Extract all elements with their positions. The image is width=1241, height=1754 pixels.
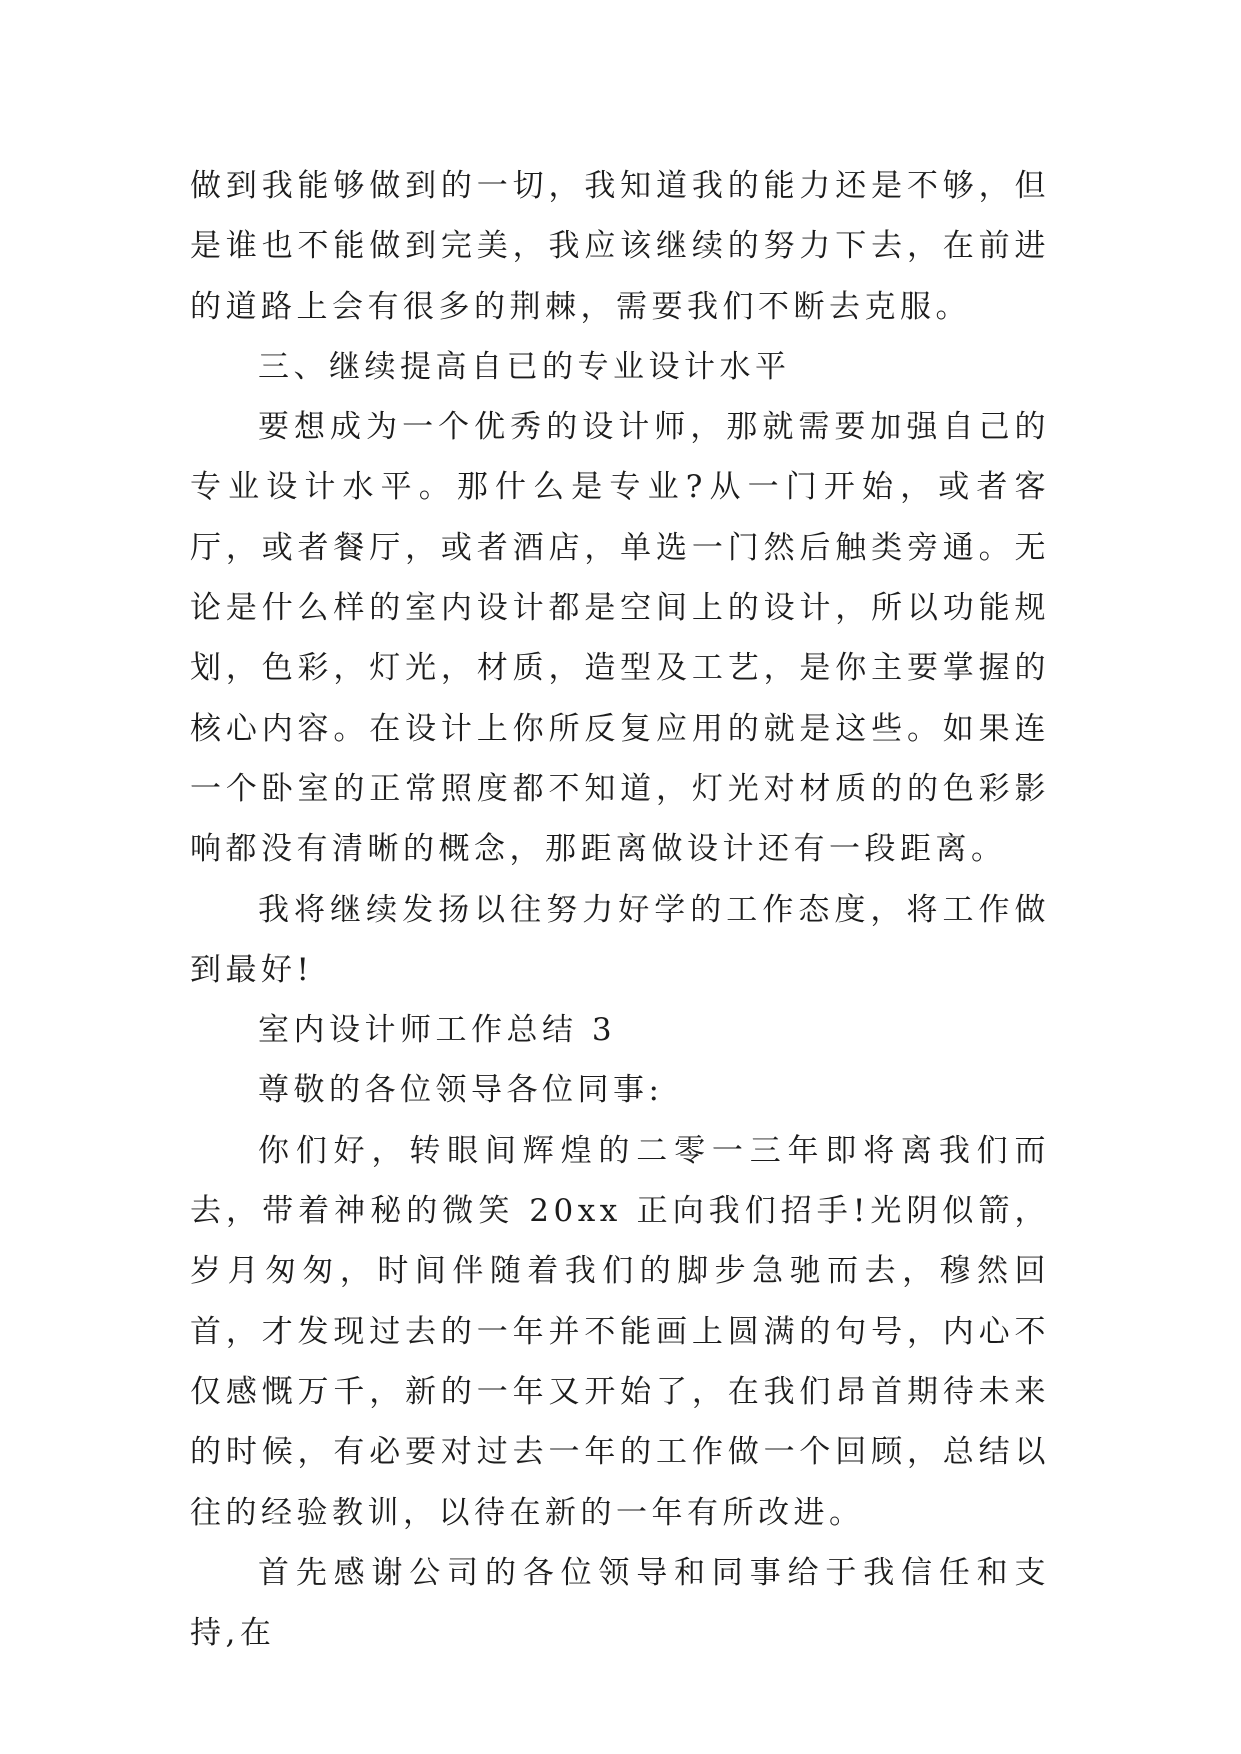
summary-title: 室内设计师工作总结 3 <box>258 1012 617 1049</box>
salutation: 尊敬的各位领导各位同事: <box>258 1072 664 1109</box>
paragraph-work-attitude: 我将继续发扬以往努力好学的工作态度，将工作做到最好! <box>190 891 1050 988</box>
section-heading: 三、继续提高自已的专业设计水平 <box>258 348 791 385</box>
document-body <box>190 156 1050 1663</box>
paragraph-greeting: 你们好，转眼间辉煌的二零一三年即将离我们而去，带着神秘的微笑 20xx 正向我们招手!光阴似箭，岁月匆匆，时间伴随着我们的脚步急驰而去，穆然回首，才发现过去的一年并不能画上圆满的句号，内心不仅感慨万千，新的一年又开始了，在我们昂首期待未来的时候，有必要对过去一年的工作做一个回顾，总结以往的经验教训，以待在新的一年有所改进。 <box>190 1132 1050 1531</box>
paragraph-continuation: 做到我能够做到的一切，我知道我的能力还是不够，但是谁也不能做到完美，我应该继续的努力下去，在前进的道路上会有很多的荆棘，需要我们不断去克服。 <box>190 168 1050 325</box>
paragraph-professional-level: 要想成为一个优秀的设计师，那就需要加强自己的专业设计水平。那什么是专业?从一门开始，或者客厅，或者餐厅，或者酒店，单选一门然后触类旁通。无论是什么样的室内设计都是空间上的设计，所以功能规划，色彩，灯光，材质，造型及工艺，是你主要掌握的核心内容。在设计上你所反复应用的就是这些。如果连一个卧室的正常照度都不知道，灯光对材质的的色彩影响都没有清晰的概念，那距离做设计还有一段距离。 <box>190 409 1050 868</box>
paragraph-thanks: 首先感谢公司的各位领导和同事给于我信任和支持,在 <box>190 1554 1050 1652</box>
